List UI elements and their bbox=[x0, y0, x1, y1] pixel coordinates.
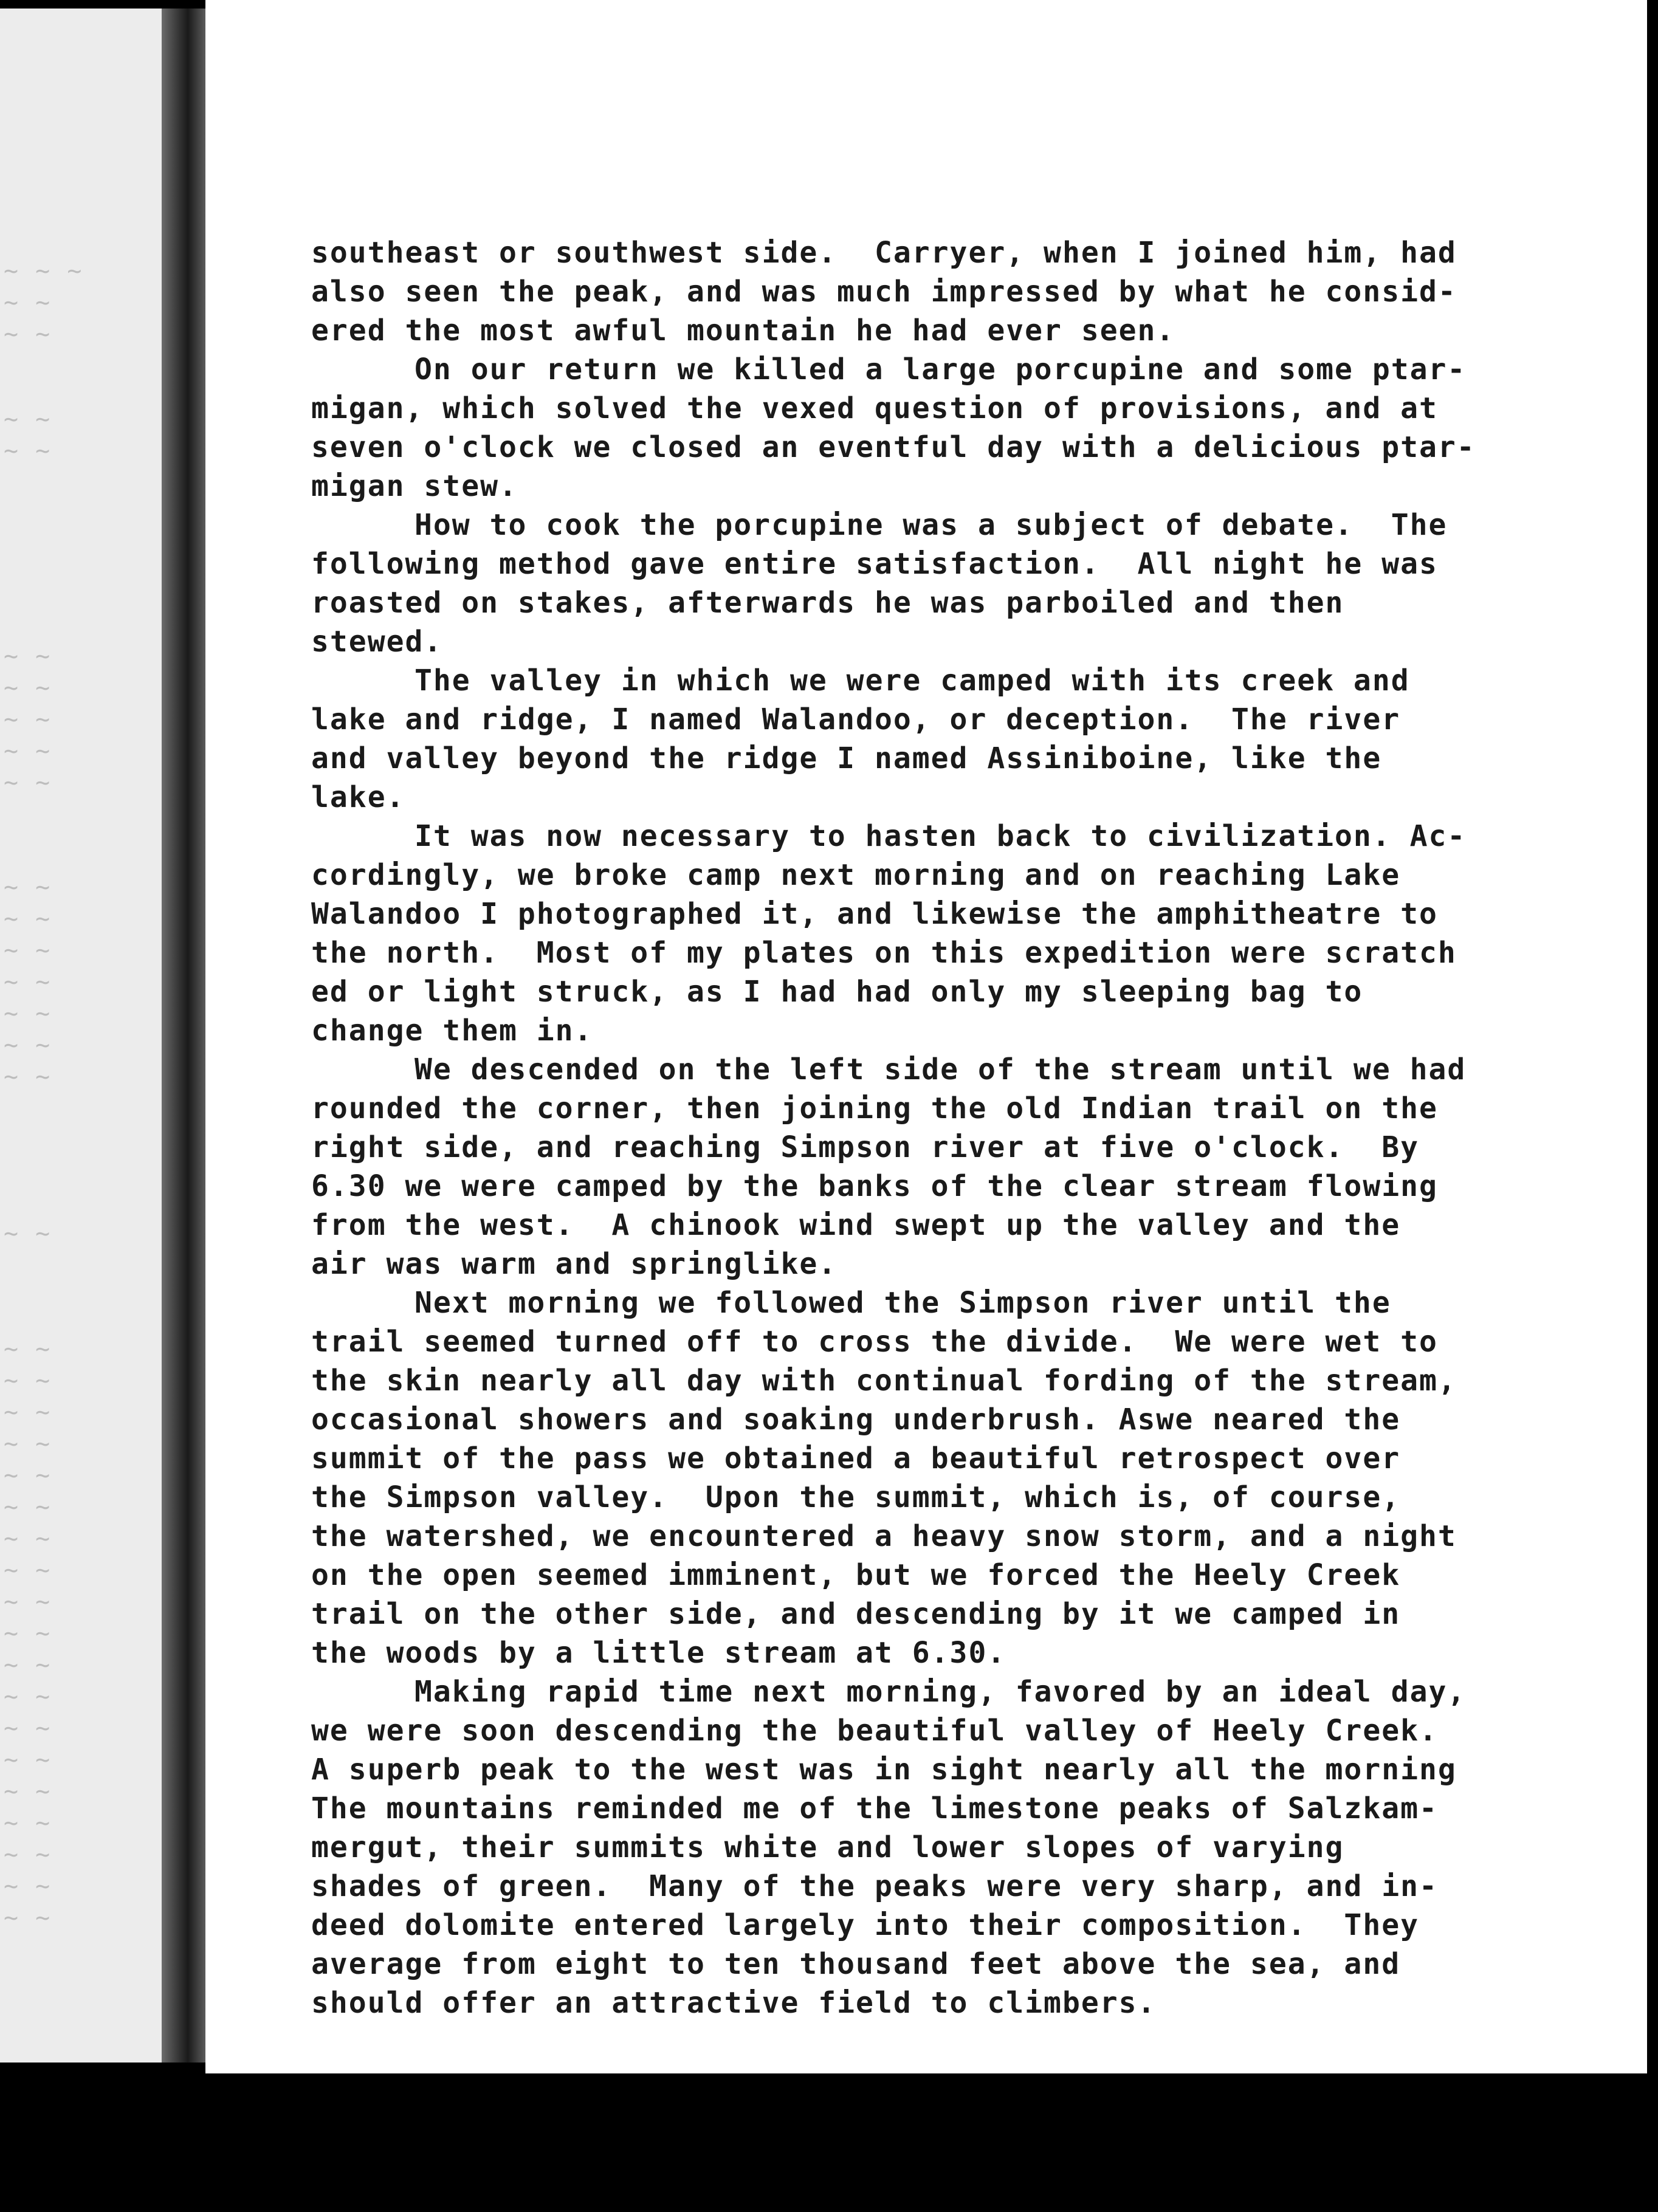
text-line: rounded the corner, then joining the old Indian trail on the bbox=[311, 1091, 1438, 1125]
text-line: migan, which solved the vexed question of provisions, and at bbox=[311, 391, 1438, 425]
text-line: the Simpson valley. Upon the summit, which is, of course, bbox=[311, 1480, 1401, 1514]
bleed-through-text: ~ ~ ~ ~ ~ ~ ~ bbox=[4, 257, 83, 348]
previous-page-edge bbox=[0, 9, 162, 2063]
text-line: trail on the other side, and descending by it we camped in bbox=[311, 1597, 1401, 1631]
text-line: lake and ridge, I named Walandoo, or deception. The river bbox=[311, 702, 1401, 737]
text-line: Next morning we followed the Simpson river until the bbox=[414, 1286, 1391, 1320]
bleed-through-text: ~ ~ ~ ~ ~ ~ ~ ~ ~ ~ ~ ~ ~ ~ ~ ~ ~ ~ ~ ~ ~ ~ ~ ~ ~ ~ ~ ~ ~ ~ ~ ~ ~ ~ ~ ~ ~ ~ bbox=[4, 1335, 52, 1932]
scan-border bbox=[0, 2073, 1658, 2212]
text-line: ered the most awful mountain he had ever seen. bbox=[311, 314, 1175, 348]
text-line: We descended on the left side of the stream until we had bbox=[414, 1053, 1467, 1087]
text-line: migan stew. bbox=[311, 469, 518, 503]
bleed-through-text: ~ ~ ~ ~ ~ ~ ~ ~ ~ ~ bbox=[4, 642, 52, 797]
text-line: should offer an attractive field to climbers. bbox=[311, 1986, 1157, 2020]
book-binding-shadow bbox=[162, 9, 205, 2063]
text-line: cordingly, we broke camp next morning and on reaching Lake bbox=[311, 858, 1401, 892]
text-line: occasional showers and soaking underbrush. Aswe neared the bbox=[311, 1403, 1401, 1437]
text-line: summit of the pass we obtained a beautiful retrospect over bbox=[311, 1441, 1401, 1475]
text-line: average from eight to ten thousand feet above the sea, and bbox=[311, 1947, 1401, 1981]
text-line: The mountains reminded me of the limestone peaks of Salzkam- bbox=[311, 1791, 1438, 1826]
text-line: right side, and reaching Simpson river at five o'clock. By bbox=[311, 1130, 1420, 1164]
bleed-through-text: ~ ~ ~ ~ ~ ~ ~ ~ ~ ~ ~ ~ ~ ~ bbox=[4, 873, 52, 1091]
text-line: On our return we killed a large porcupine and some ptar- bbox=[414, 352, 1467, 386]
text-line: The valley in which we were camped with its creek and bbox=[414, 664, 1410, 698]
text-line: How to cook the porcupine was a subject of debate. The bbox=[414, 508, 1448, 542]
text-line: the watershed, we encountered a heavy snow storm, and a night bbox=[311, 1519, 1457, 1553]
bleed-through-text: ~ ~ bbox=[4, 1220, 52, 1248]
scan-border bbox=[1647, 0, 1658, 2212]
typewritten-page bbox=[205, 0, 1647, 2073]
text-line: stewed. bbox=[311, 625, 443, 659]
text-line: deed dolomite entered largely into their composition. They bbox=[311, 1908, 1420, 1942]
bleed-through-text: ~ ~ ~ ~ bbox=[4, 405, 52, 465]
text-line: lake. bbox=[311, 780, 405, 814]
text-line: mergut, their summits white and lower slopes of varying bbox=[311, 1830, 1344, 1864]
text-line: following method gave entire satisfaction. All night he was bbox=[311, 547, 1438, 581]
text-line: the skin nearly all day with continual fording of the stream, bbox=[311, 1364, 1457, 1398]
text-line: the woods by a little stream at 6.30. bbox=[311, 1636, 1006, 1670]
text-line: on the open seemed imminent, but we forced the Heely Creek bbox=[311, 1558, 1401, 1592]
text-line: we were soon descending the beautiful valley of Heely Creek. bbox=[311, 1714, 1438, 1748]
text-line: from the west. A chinook wind swept up the valley and the bbox=[311, 1208, 1401, 1242]
text-line: and valley beyond the ridge I named Assiniboine, like the bbox=[311, 741, 1382, 775]
text-line: 6.30 we were camped by the banks of the clear stream flowing bbox=[311, 1169, 1438, 1203]
text-line: Walandoo I photographed it, and likewise the amphitheatre to bbox=[311, 897, 1438, 931]
text-line: air was warm and springlike. bbox=[311, 1247, 838, 1281]
text-line: change them in. bbox=[311, 1014, 593, 1048]
text-line: also seen the peak, and was much impressed by what he consid- bbox=[311, 275, 1457, 309]
text-line: It was now necessary to hasten back to civilization. Ac- bbox=[414, 819, 1467, 853]
text-line: roasted on stakes, afterwards he was parboiled and then bbox=[311, 586, 1344, 620]
text-line: trail seemed turned off to cross the divide. We were wet to bbox=[311, 1325, 1438, 1359]
text-line: shades of green. Many of the peaks were very sharp, and in- bbox=[311, 1869, 1438, 1903]
text-line: seven o'clock we closed an eventful day with a delicious ptar- bbox=[311, 430, 1476, 464]
text-line: A superb peak to the west was in sight nearly all the morning bbox=[311, 1753, 1457, 1787]
text-line: ed or light struck, as I had had only my sleeping bag to bbox=[311, 975, 1363, 1009]
text-line: the north. Most of my plates on this expedition were scratch bbox=[311, 936, 1457, 970]
page-body bbox=[311, 233, 1563, 2022]
text-line: southeast or southwest side. Carryer, when I joined him, had bbox=[311, 236, 1457, 270]
text-line: Making rapid time next morning, favored by an ideal day, bbox=[414, 1675, 1467, 1709]
